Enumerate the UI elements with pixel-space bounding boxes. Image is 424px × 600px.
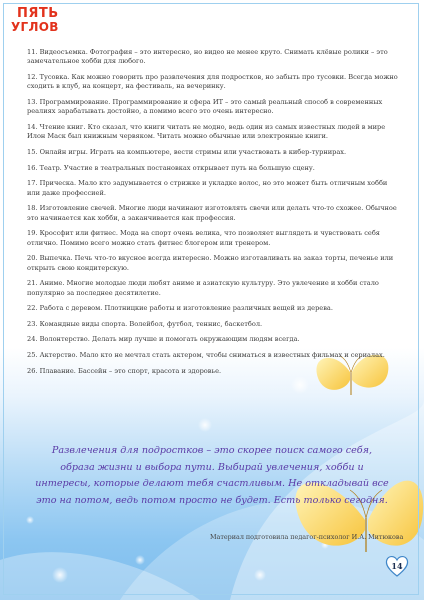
list-item: 25. Актерство. Мало кто не мечтал стать актером, чтобы сниматься в известных фильмах и сериалах. xyxy=(27,350,385,359)
magazine-logo xyxy=(11,4,71,44)
logo-line-2: УГЛОВ xyxy=(11,20,59,34)
list-item: 14. Чтение книг. Кто сказал, что книги читать не модно, ведь один из самых известных людей в мире Илон Маск был книжным червяком. Читать можно обычные или электронные книги. xyxy=(27,123,386,141)
logo-line-1: ПЯТЬ xyxy=(17,6,59,21)
list-item: 19. Кроссфит или фитнес. Мода на спорт очень велика, что позволяет выглядеть и чувствовать себя отлично. Помимо всего можно стать фитнес блогером или тренером. xyxy=(27,229,380,247)
list-item: 12. Тусовка. Как можно говорить про развлечения для подростков, но забыть про тусовки. Всегда можно сходить в клуб, на концерт, на фестиваль, на вечеринку. xyxy=(27,73,398,91)
closing-quote: Развлечения для подростков – это скорее поиск самого себя, образа жизни и выбора пути. Выбирай увлечения, хобби и интересы, которые делают тебя счастливым. Не откладывай все это на потом, ведь потом просто не будет. Есть только сегодня. xyxy=(35,445,389,506)
list-item: 21. Аниме. Многие молодые люди любят аниме и азиатскую культуру. Это увлечение и хобби стало популярно за последнее десятилетие. xyxy=(27,279,379,297)
list-item: 17. Прическа. Мало кто задумывается о стрижке и укладке волос, но это может быть отличным хобби или даже профессией. xyxy=(27,179,388,197)
list-item: 16. Театр. Участие в театральных постановках открывает путь на большую сцену. xyxy=(27,163,315,172)
list-item: 11. Видеосъемка. Фотография – это интересно, но видео не менее круто. Снимать клёвые ролики – это замечательное хобби для любого. xyxy=(27,48,388,66)
author-credit: Материал подготовила педагог-психолог И.А. Митюкова xyxy=(210,533,404,541)
page-number: 14 xyxy=(391,561,403,571)
list-item: 23. Командные виды спорта. Волейбол, футбол, теннис, баскетбол. xyxy=(27,319,263,328)
list-item: 18. Изготовление свечей. Многие люди начинают изготовлять свечи или делать что-то схожее. Обычное это начинается как хобби, а заканчивается как профессия. xyxy=(27,204,397,222)
list-item: 26. Плавание. Бассейн – это спорт, красота и здоровье. xyxy=(27,366,222,375)
list-item: 15. Онлайн игры. Играть на компьютере, вести стримы или участвовать в кибер-турнирах. xyxy=(27,148,347,156)
list-item: 22. Работа с деревом. Плотницкие работы и изготовление различных вещей из дерева. xyxy=(27,304,333,313)
hobby-list xyxy=(27,48,399,382)
list-item: 20. Выпечка. Печь что-то вкусное всегда интересно. Можно изготавливать на заказ торты, печенье или открыть свою кондитерскую. xyxy=(27,254,394,272)
list-item: 13. Программирование. Программирование и сфера ИТ – это самый реальный способ в современных реалиях зарабатывать достойно, а помимо всего это очень интересно. xyxy=(27,98,383,116)
list-item: 24. Волонтерство. Делать мир лучше и помогать окружающим людям всегда. xyxy=(27,335,300,344)
